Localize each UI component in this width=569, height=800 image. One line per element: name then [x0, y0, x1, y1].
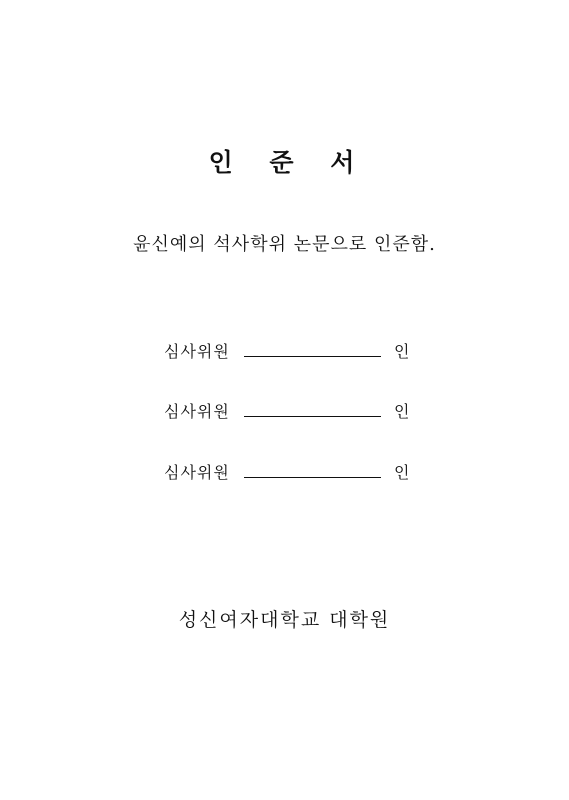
examiner-label: 심사위원: [164, 463, 230, 482]
signature-row: [164, 398, 409, 422]
signature-line: [244, 415, 381, 417]
signature-line: [244, 355, 381, 357]
document-title: 인 준 서: [208, 148, 369, 177]
seal-mark: 인: [394, 402, 410, 421]
approval-statement: 윤신예의 석사학위 논문으로 인준함.: [133, 234, 436, 255]
examiner-label: 심사위원: [164, 402, 230, 421]
institution-name: 성신여자대학교 대학원: [178, 609, 391, 631]
signature-line: [244, 476, 381, 478]
signature-row: [164, 459, 409, 483]
examiner-label: 심사위원: [164, 342, 230, 361]
signature-row: [164, 338, 409, 362]
seal-mark: 인: [394, 463, 410, 482]
seal-mark: 인: [394, 342, 410, 361]
